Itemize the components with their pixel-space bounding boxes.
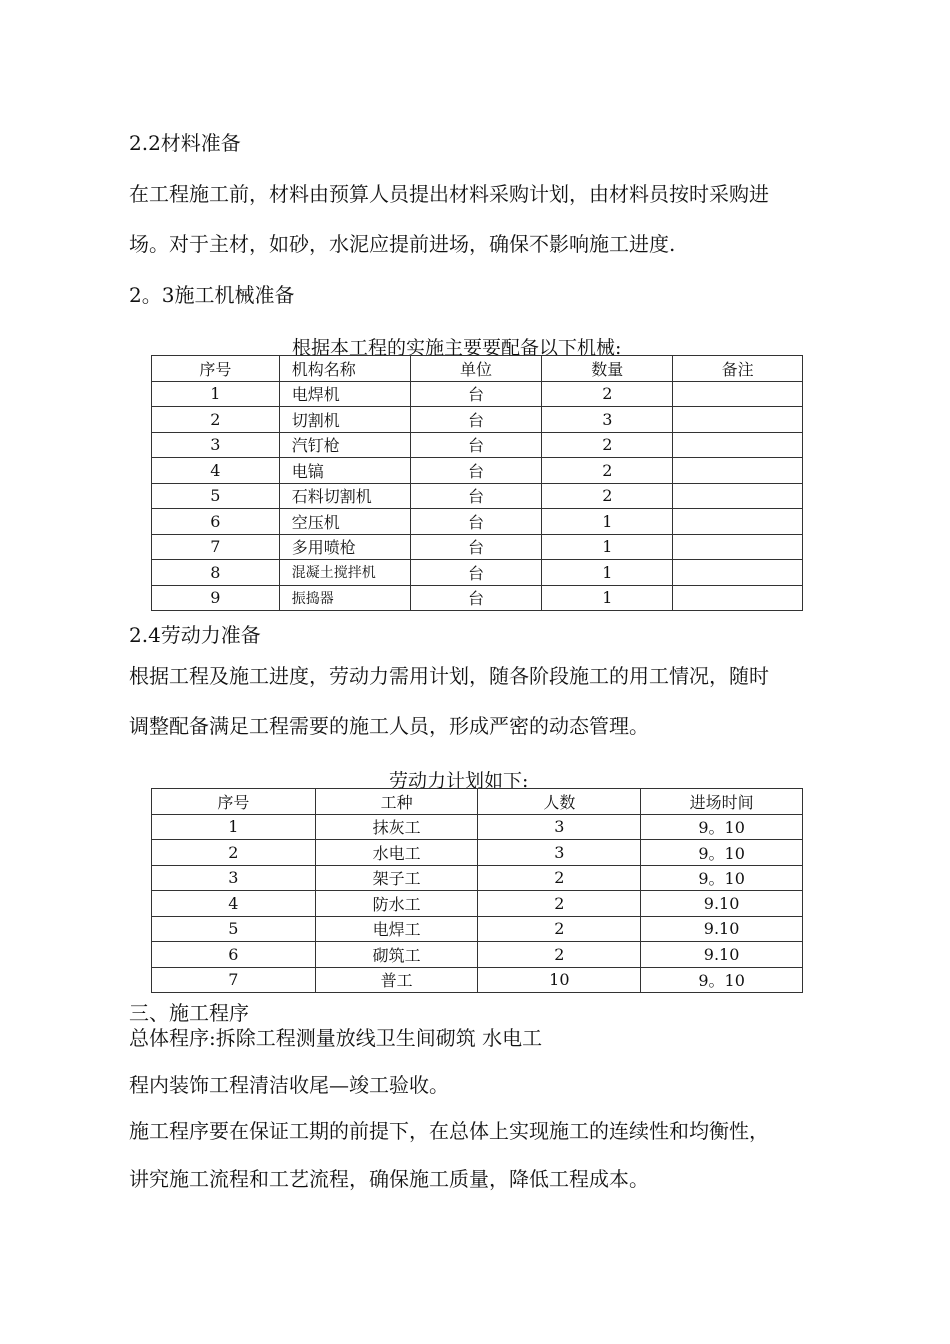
labor-table-cell: 2: [478, 865, 641, 891]
labor-header-cell: 工种: [315, 789, 478, 815]
labor-table-cell: 2: [478, 942, 641, 968]
machine-table-cell: 电镐: [279, 458, 410, 484]
machine-table: [151, 355, 803, 611]
paragraph-materials-line1: 在工程施工前，材料由预算人员提出材料采购计划，由材料员按时采购进: [129, 182, 769, 206]
labor-table-cell: 9.10: [641, 916, 803, 942]
labor-table-row: [152, 840, 803, 866]
machine-table-cell: 空压机: [279, 509, 410, 535]
labor-table-row: [152, 865, 803, 891]
machine-table-cell: [673, 509, 803, 535]
machine-table-cell: [673, 483, 803, 509]
labor-table-cell: 9。10: [641, 967, 803, 993]
paragraph-materials-line2: 场。对于主材，如砂，水泥应提前进场，确保不影响施工进度.: [129, 232, 676, 256]
machine-table-cell: 汽钉枪: [279, 432, 410, 458]
machine-table-cell: 1: [542, 509, 673, 535]
machine-table-cell: 台: [410, 458, 542, 484]
machine-table-cell: 2: [152, 407, 280, 433]
machine-table-cell: 振捣器: [279, 585, 410, 611]
labor-table-cell: 7: [152, 967, 316, 993]
machine-table-cell: 台: [410, 585, 542, 611]
machine-table-cell: [673, 560, 803, 586]
machine-table-cell: 4: [152, 458, 280, 484]
machine-table-cell: [673, 534, 803, 560]
machine-table-cell: 2: [542, 483, 673, 509]
machine-table-cell: 1: [542, 585, 673, 611]
labor-header-cell: 人数: [478, 789, 641, 815]
paragraph-procedure-line4: 讲究施工流程和工艺流程，确保施工质量，降低工程成本。: [129, 1167, 649, 1191]
machine-table-row: [152, 458, 803, 484]
labor-table-cell: 9.10: [641, 891, 803, 917]
machine-table-cell: 1: [542, 534, 673, 560]
labor-table-cell: 3: [478, 814, 641, 840]
machine-table-cell: 台: [410, 483, 542, 509]
labor-table-cell: 砌筑工: [315, 942, 478, 968]
machine-table-caption: 根据本工程的实施主要要配备以下机械:: [292, 337, 622, 359]
labor-table-cell: 9。10: [641, 814, 803, 840]
labor-table-row: [152, 814, 803, 840]
section-heading-3: 三、施工程序: [129, 1001, 249, 1025]
labor-table-cell: 2: [478, 916, 641, 942]
section-heading-2-3: 2。3施工机械准备: [129, 283, 295, 307]
labor-table-cell: 9。10: [641, 865, 803, 891]
machine-table-cell: 混凝土搅拌机: [279, 560, 410, 586]
machine-table-cell: [673, 458, 803, 484]
labor-table-cell: 架子工: [315, 865, 478, 891]
machine-header-cell: 单位: [410, 356, 542, 382]
machine-table-row: [152, 585, 803, 611]
machine-table-cell: [673, 381, 803, 407]
section-heading-2-4: 2.4劳动力准备: [129, 623, 261, 647]
machine-header-cell: 备注: [673, 356, 803, 382]
labor-table-row: [152, 891, 803, 917]
labor-table-cell: 1: [152, 814, 316, 840]
labor-table-cell: 4: [152, 891, 316, 917]
machine-header-cell: 序号: [152, 356, 280, 382]
machine-table-cell: 2: [542, 458, 673, 484]
labor-table-caption: 劳动力计划如下:: [389, 770, 529, 792]
machine-table-cell: 7: [152, 534, 280, 560]
machine-table-cell: 3: [542, 407, 673, 433]
machine-table-row: [152, 509, 803, 535]
machine-table-cell: 1: [542, 560, 673, 586]
machine-table-cell: 电焊机: [279, 381, 410, 407]
labor-table-cell: 9.10: [641, 942, 803, 968]
machine-table-cell: 9: [152, 585, 280, 611]
machine-header-cell: 数量: [542, 356, 673, 382]
paragraph-procedure-line2: 程内装饰工程清洁收尾—竣工验收。: [129, 1073, 449, 1097]
machine-table-cell: 台: [410, 560, 542, 586]
machine-table-row: [152, 381, 803, 407]
labor-table-cell: 5: [152, 916, 316, 942]
paragraph-procedure-line1: 总体程序:拆除工程测量放线卫生间砌筑 水电工: [129, 1026, 543, 1050]
labor-table: [151, 788, 803, 993]
machine-table-cell: 3: [152, 432, 280, 458]
labor-table-cell: 防水工: [315, 891, 478, 917]
machine-table-cell: 台: [410, 509, 542, 535]
machine-table-cell: 2: [542, 381, 673, 407]
machine-table-cell: 5: [152, 483, 280, 509]
labor-table-cell: 水电工: [315, 840, 478, 866]
machine-table-cell: 台: [410, 381, 542, 407]
labor-table-cell: 电焊工: [315, 916, 478, 942]
labor-header-cell: 序号: [152, 789, 316, 815]
machine-table-cell: 1: [152, 381, 280, 407]
section-heading-2-2: 2.2材料准备: [129, 131, 241, 155]
labor-table-cell: 2: [478, 891, 641, 917]
machine-table-cell: 8: [152, 560, 280, 586]
paragraph-procedure-line3: 施工程序要在保证工期的前提下，在总体上实现施工的连续性和均衡性，: [129, 1119, 769, 1143]
machine-table-cell: 多用喷枪: [279, 534, 410, 560]
machine-table-cell: 6: [152, 509, 280, 535]
paragraph-labor-line2: 调整配备满足工程需要的施工人员，形成严密的动态管理。: [129, 714, 649, 738]
labor-table-row: [152, 967, 803, 993]
labor-table-cell: 抹灰工: [315, 814, 478, 840]
paragraph-labor-line1: 根据工程及施工进度，劳动力需用计划，随各阶段施工的用工情况，随时: [129, 664, 769, 688]
machine-table-cell: [673, 407, 803, 433]
labor-table-cell: 2: [152, 840, 316, 866]
labor-header-cell: 进场时间: [641, 789, 803, 815]
labor-table-cell: 10: [478, 967, 641, 993]
machine-table-cell: 切割机: [279, 407, 410, 433]
labor-table-row: [152, 942, 803, 968]
labor-table-cell: 3: [478, 840, 641, 866]
machine-table-cell: 石料切割机: [279, 483, 410, 509]
machine-table-row: [152, 560, 803, 586]
labor-table-row: [152, 916, 803, 942]
machine-table-cell: 台: [410, 432, 542, 458]
labor-table-cell: 3: [152, 865, 316, 891]
machine-header-cell: 机构名称: [279, 356, 410, 382]
machine-table-cell: 台: [410, 534, 542, 560]
labor-table-cell: 6: [152, 942, 316, 968]
machine-table-cell: [673, 432, 803, 458]
labor-table-cell: 9。10: [641, 840, 803, 866]
machine-table-cell: 2: [542, 432, 673, 458]
machine-table-row: [152, 534, 803, 560]
machine-table-row: [152, 407, 803, 433]
machine-table-row: [152, 432, 803, 458]
machine-table-cell: 台: [410, 407, 542, 433]
machine-table-row: [152, 483, 803, 509]
labor-table-cell: 普工: [315, 967, 478, 993]
machine-table-cell: [673, 585, 803, 611]
labor-table-header-row: [152, 789, 803, 815]
machine-table-header-row: [152, 356, 803, 382]
